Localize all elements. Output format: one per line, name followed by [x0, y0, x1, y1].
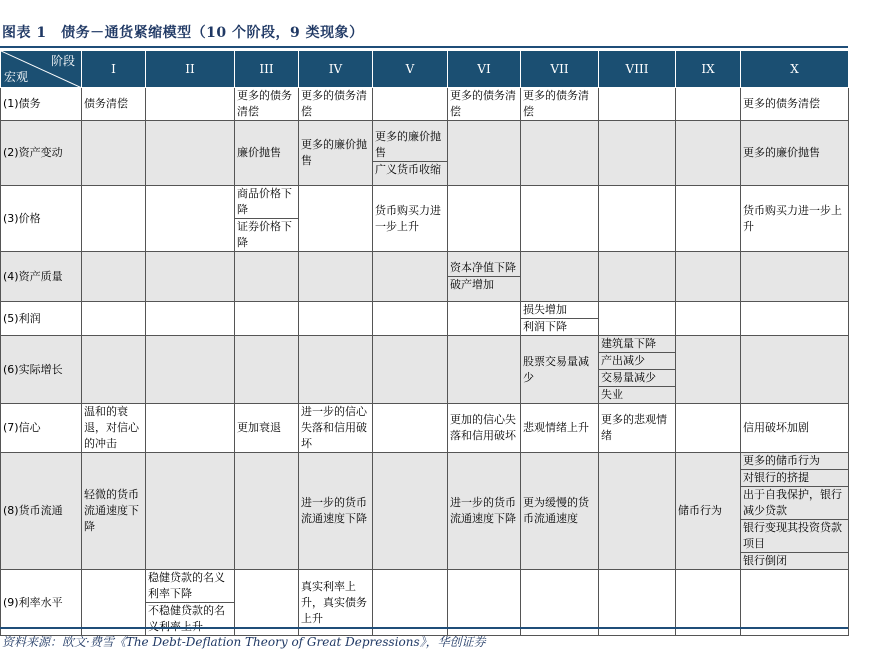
- cell-entry: 债务清偿: [84, 97, 128, 110]
- table-cell: [82, 302, 146, 336]
- cell-entry: 产出减少: [599, 353, 675, 370]
- table-cell: [599, 121, 676, 186]
- top-rule: [0, 46, 848, 48]
- table-cell: [146, 453, 235, 570]
- table-cell: [521, 121, 599, 186]
- table-row: [1, 570, 849, 636]
- cell-entry: 对银行的挤提: [741, 470, 848, 487]
- stage-header: II: [146, 51, 235, 88]
- table-cell: [82, 570, 146, 636]
- row-label: (9)利率水平: [1, 570, 82, 636]
- cell-entry: 交易量减少: [599, 370, 675, 387]
- row-label: (2)资产变动: [1, 121, 82, 186]
- table-cell: [235, 121, 299, 186]
- corner-stage-label: 阶段: [50, 54, 75, 68]
- table-cell: [741, 121, 849, 186]
- table-cell: [299, 121, 373, 186]
- table-cell: [146, 336, 235, 404]
- table-cell: [521, 302, 599, 336]
- table-cell: [448, 336, 521, 404]
- table-row: [1, 404, 849, 453]
- cell-entry: 进一步的信心失落和信用破坏: [301, 405, 367, 450]
- table-cell: [676, 453, 741, 570]
- table-cell: [448, 570, 521, 636]
- table-cell: [741, 404, 849, 453]
- cell-entry: 更多的廉价抛售: [301, 138, 367, 167]
- table-cell: [373, 302, 448, 336]
- bottom-rule: [0, 627, 848, 629]
- cell-entry: 广义货币收缩: [375, 162, 441, 176]
- row-label: (4)资产质量: [1, 252, 82, 302]
- table-cell: [448, 186, 521, 252]
- table-cell: [235, 570, 299, 636]
- cell-entry: 更多的廉价抛售: [743, 146, 820, 159]
- table-cell: [146, 404, 235, 453]
- table-cell: [82, 336, 146, 404]
- table-cell: [373, 570, 448, 636]
- table-cell: [676, 88, 741, 121]
- cell-entry: 建筑量下降: [599, 336, 675, 353]
- table-cell: [299, 186, 373, 252]
- table-row: [1, 121, 849, 186]
- table-cell: [521, 570, 599, 636]
- cell-entry: 悲观情绪上升: [523, 421, 589, 434]
- cell-entry: 廉价抛售: [237, 146, 281, 159]
- table-cell: [676, 121, 741, 186]
- cell-entry: 进一步的货币流通速度下降: [450, 496, 516, 525]
- table-cell: [599, 336, 676, 404]
- row-label: (8)货币流通: [1, 453, 82, 570]
- cell-entry: 更多的债务清偿: [450, 89, 516, 118]
- table-cell: [82, 186, 146, 252]
- table-cell: [676, 302, 741, 336]
- table-cell: [235, 336, 299, 404]
- table-cell: [676, 570, 741, 636]
- table-cell: [299, 88, 373, 121]
- stage-header: V: [373, 51, 448, 88]
- table-cell: [599, 186, 676, 252]
- table-cell: [521, 336, 599, 404]
- cell-entry: 资本净值下降: [448, 260, 520, 277]
- table-cell: [82, 88, 146, 121]
- table-cell: [521, 88, 599, 121]
- cell-entry: 更加衰退: [237, 421, 281, 434]
- cell-entry: 货币购买力进一步上升: [375, 203, 441, 233]
- table-cell: [146, 121, 235, 186]
- table-cell: [599, 570, 676, 636]
- stage-header: VII: [521, 51, 599, 88]
- figure-title: 图表 1 债务－通货紧缩模型（10 个阶段，9 类现象）: [2, 25, 364, 41]
- table-cell: [599, 88, 676, 121]
- table-cell: [521, 453, 599, 570]
- table-row: [1, 186, 849, 252]
- cell-entry: 更多的债务清偿: [237, 89, 292, 118]
- cell-entry: 股票交易量减少: [523, 354, 589, 384]
- table-cell: [741, 570, 849, 636]
- table-cell: [299, 453, 373, 570]
- table-cell: [741, 336, 849, 404]
- table-cell: [235, 88, 299, 121]
- corner-macro-label: 宏观: [4, 70, 29, 84]
- cell-entry: 更多的悲观情绪: [601, 413, 667, 442]
- table-cell: [741, 88, 849, 121]
- table-cell: [448, 88, 521, 121]
- table-row: [1, 88, 849, 121]
- table-cell: [82, 453, 146, 570]
- table-cell: [146, 252, 235, 302]
- source-note: 资料来源：欧文·费雪《The Debt-Deflation Theory of Great Depressions》，华创证券: [2, 635, 486, 649]
- header-row: [1, 51, 849, 88]
- table-cell: [235, 404, 299, 453]
- stage-header: X: [741, 51, 849, 88]
- table-cell: [676, 404, 741, 453]
- table-cell: [373, 336, 448, 404]
- table-cell: [741, 186, 849, 252]
- table-cell: [676, 186, 741, 252]
- corner-header: [1, 51, 82, 88]
- table-cell: [299, 252, 373, 302]
- table-cell: [521, 186, 599, 252]
- cell-entry: 货币购买力进一步上升: [743, 203, 842, 233]
- cell-entry: 稳健贷款的名义利率下降: [146, 570, 234, 603]
- table-cell: [599, 252, 676, 302]
- table-cell: [676, 252, 741, 302]
- table-cell: [741, 252, 849, 302]
- table-cell: [146, 88, 235, 121]
- stage-header: I: [82, 51, 146, 88]
- cell-entry: 更多的债务清偿: [301, 89, 367, 118]
- cell-entry: 不稳健贷款的名: [148, 604, 225, 617]
- stage-header: VI: [448, 51, 521, 88]
- cell-entry: 更多的债务清偿: [523, 89, 589, 118]
- table-cell: [373, 252, 448, 302]
- table-cell: [741, 302, 849, 336]
- table-cell: [373, 186, 448, 252]
- cell-entry: 银行变现其投资贷款项目: [741, 520, 848, 553]
- table-cell: [448, 453, 521, 570]
- stage-header: III: [235, 51, 299, 88]
- cell-entry: 更多的廉价抛售: [373, 129, 447, 162]
- cell-entry: 更多的储币行为: [741, 453, 848, 470]
- table-cell: [373, 404, 448, 453]
- table-row: [1, 252, 849, 302]
- table-cell: [235, 252, 299, 302]
- cell-entry: 信用破坏加剧: [743, 421, 809, 434]
- stage-header: IX: [676, 51, 741, 88]
- row-label: (5)利润: [1, 302, 82, 336]
- table-cell: [373, 453, 448, 570]
- cell-entry: 更加的信心失落和信用破坏: [450, 413, 516, 442]
- table-cell: [599, 453, 676, 570]
- cell-entry: 利润下降: [523, 320, 567, 333]
- table-cell: [82, 252, 146, 302]
- table-cell: [299, 336, 373, 404]
- table-cell: [299, 404, 373, 453]
- table-cell: [373, 121, 448, 186]
- table-cell: [448, 252, 521, 302]
- cell-entry: 进一步的货币流通速度下降: [301, 496, 367, 525]
- table-cell: [235, 453, 299, 570]
- table-cell: [448, 404, 521, 453]
- table-cell: [299, 302, 373, 336]
- table-row: [1, 453, 849, 570]
- cell-entry: 破产增加: [450, 278, 494, 291]
- table-cell: [521, 404, 599, 453]
- table-cell: [235, 186, 299, 252]
- cell-entry: 真实利率上升，真实债务上升: [301, 579, 367, 625]
- row-label: (6)实际增长: [1, 336, 82, 404]
- table-cell: [235, 302, 299, 336]
- stage-header: VIII: [599, 51, 676, 88]
- table-cell: [82, 121, 146, 186]
- row-label: (1)债务: [1, 88, 82, 121]
- cell-entry: 出于自我保护，银行减少贷款: [741, 487, 848, 520]
- table-cell: [146, 302, 235, 336]
- table-cell: [373, 88, 448, 121]
- row-label: (3)价格: [1, 186, 82, 252]
- cell-entry: 失业: [601, 388, 623, 401]
- cell-entry: 储币行为: [678, 504, 722, 517]
- cell-entry: 损失增加: [521, 302, 598, 319]
- debt-deflation-table: [0, 50, 849, 636]
- table-cell: [521, 252, 599, 302]
- cell-entry: 银行倒闭: [743, 554, 787, 567]
- table-cell: [448, 121, 521, 186]
- table-cell: [599, 404, 676, 453]
- cell-entry: 更为缓慢的货币流通速度: [523, 496, 589, 525]
- table-cell: [146, 570, 235, 636]
- cell-entry: 商品价格下降: [235, 186, 298, 219]
- table-cell: [599, 302, 676, 336]
- table-cell: [448, 302, 521, 336]
- stage-header: IV: [299, 51, 373, 88]
- cell-entry: 轻微的货币流通速度下降: [84, 488, 139, 533]
- table-cell: [676, 336, 741, 404]
- table-row: [1, 302, 849, 336]
- table-cell: [299, 570, 373, 636]
- cell-entry: 更多的债务清偿: [743, 97, 820, 110]
- table-row: [1, 336, 849, 404]
- table-cell: [82, 404, 146, 453]
- table-cell: [741, 453, 849, 570]
- cell-entry: 证券价格下降: [237, 220, 292, 249]
- table-cell: [146, 186, 235, 252]
- row-label: (7)信心: [1, 404, 82, 453]
- cell-entry: 温和的衰退，对信心的冲击: [84, 405, 139, 450]
